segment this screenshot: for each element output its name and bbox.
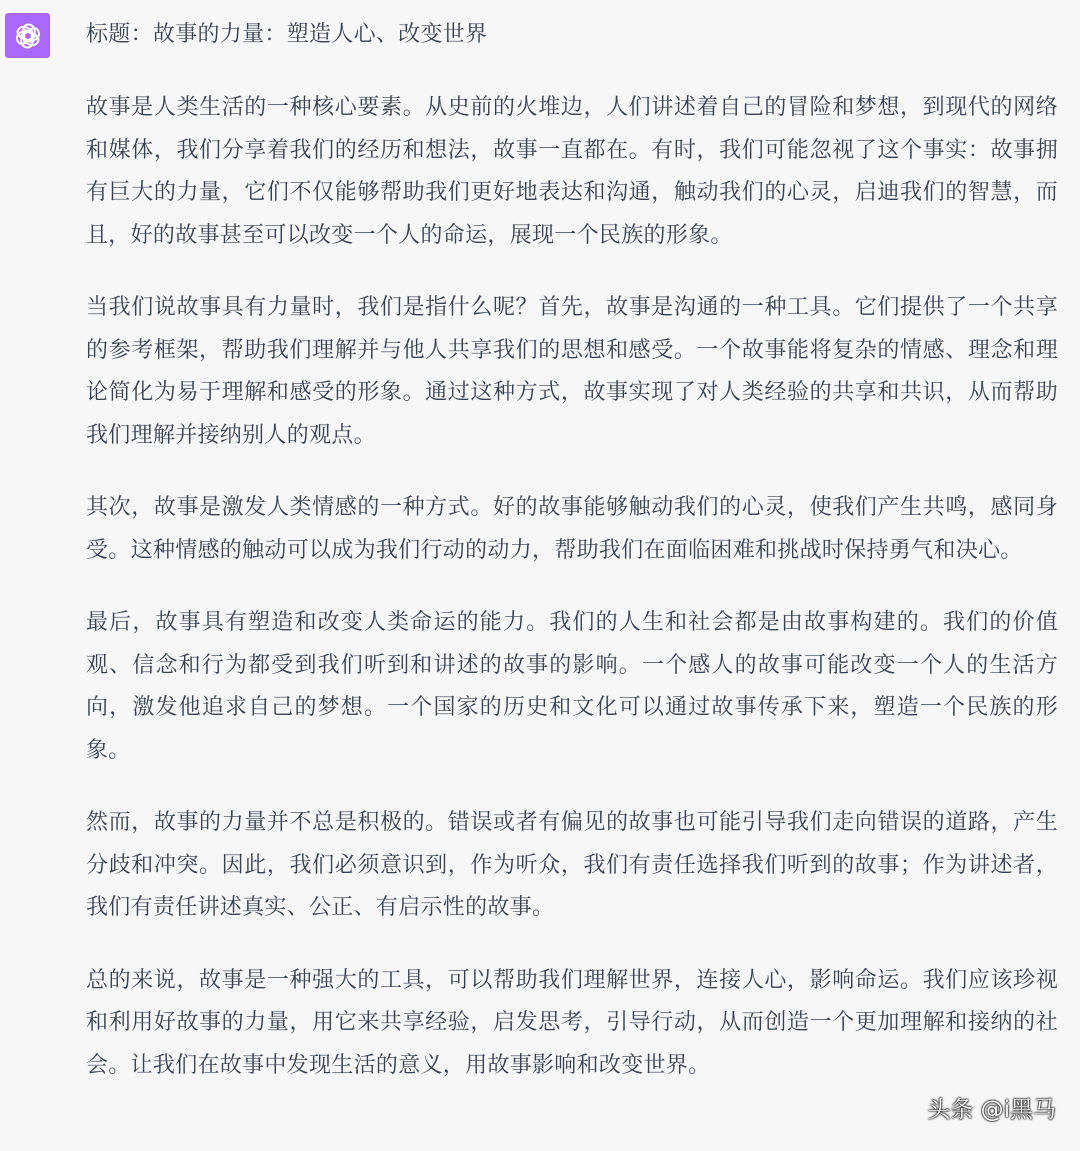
openai-logo-icon (12, 20, 44, 52)
assistant-avatar (5, 13, 50, 58)
message-paragraph-6: 总的来说，故事是一种强大的工具，可以帮助我们理解世界，连接人心，影响命运。我们应该珍视和利用好故事的力量，用它来共享经验，启发思考，引导行动，从而创造一个更加理解和接纳的社会。让我们在故事中发现生活的意义，用故事影响和改变世界。 (86, 967, 1058, 1078)
toutiao-watermark: 头条 @i黑马 (927, 1097, 1056, 1123)
message-paragraph-3: 其次，故事是激发人类情感的一种方式。好的故事能够触动我们的心灵，使我们产生共鸣，感同身受。这种情感的触动可以成为我们行动的动力，帮助我们在面临困难和挑战时保持勇气和决心。 (86, 495, 1058, 563)
message-paragraph-4: 最后，故事具有塑造和改变人类命运的能力。我们的人生和社会都是由故事构建的。我们的价值观、信念和行为都受到我们听到和讲述的故事的影响。一个感人的故事可能改变一个人的生活方向，激发他追求自己的梦想。一个国家的历史和文化可以通过故事传承下来，塑造一个民族的形象。 (86, 610, 1058, 763)
message-paragraph-5: 然而，故事的力量并不总是积极的。错误或者有偏见的故事也可能引导我们走向错误的道路，产生分歧和冲突。因此，我们必须意识到，作为听众，我们有责任选择我们听到的故事；作为讲述者，我们有责任讲述真实、公正、有启示性的故事。 (86, 810, 1058, 920)
message-content (86, 14, 1058, 1087)
message-title: 标题：故事的力量：塑造人心、改变世界 (86, 22, 488, 47)
message-paragraph-2: 当我们说故事具有力量时，我们是指什么呢？首先，故事是沟通的一种工具。它们提供了一个共享的参考框架，帮助我们理解并与他人共享我们的思想和感受。一个故事能将复杂的情感、理念和理论简化为易于理解和感受的形象。通过这种方式，故事实现了对人类经验的共享和共识，从而帮助我们理解并接纳别人的观点。 (86, 295, 1058, 448)
message-paragraph-1: 故事是人类生活的一种核心要素。从史前的火堆边，人们讲述着自己的冒险和梦想，到现代的网络和媒体，我们分享着我们的经历和想法，故事一直都在。有时，我们可能忽视了这个事实：故事拥有巨大的力量，它们不仅能够帮助我们更好地表达和沟通，触动我们的心灵，启迪我们的智慧，而且，好的故事甚至可以改变一个人的命运，展现一个民族的形象。 (86, 95, 1058, 248)
